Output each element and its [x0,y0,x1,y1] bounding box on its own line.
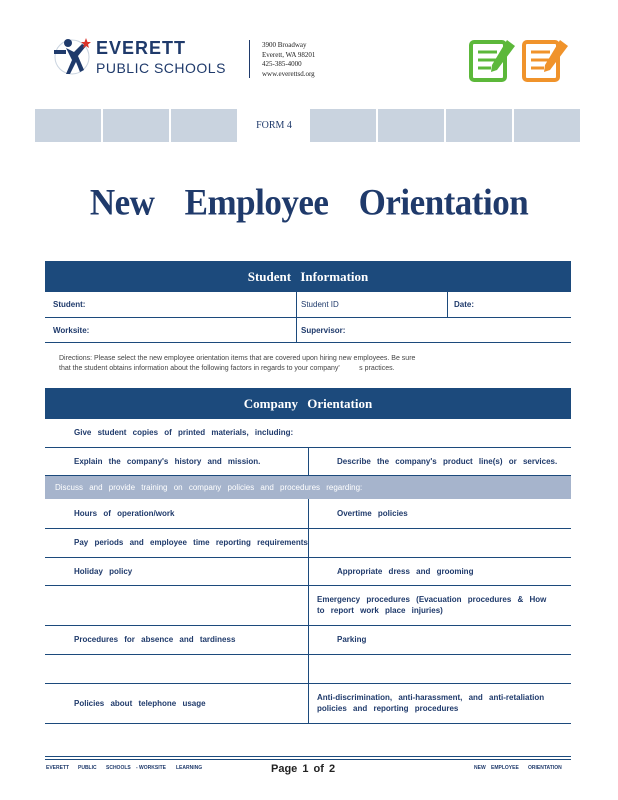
everett-logo-figure [52,36,92,78]
product-line-item[interactable]: Describe the company's product line(s) or services. [309,447,572,475]
address-website: www.everettsd.org [262,69,315,78]
footer-right-word: NEW [474,765,486,771]
footer-left-word: PUBLIC [78,765,97,771]
band-cell [310,109,376,142]
student-id-field[interactable] [297,292,448,317]
footer-left-word: - WORKSITE [136,765,166,771]
empty-item[interactable] [45,654,309,683]
student-info-header [45,261,571,292]
address-phone: 425-385-4000 [262,60,302,68]
footer-right-word: ORIENTATION [528,765,562,771]
empty-item[interactable] [45,585,309,625]
overtime-policies-item[interactable]: Overtime policies [309,499,572,528]
supervisor-field[interactable] [297,317,572,342]
page-title: New Employee Orientation [89,182,529,223]
band-cell [446,109,512,142]
pay-periods-item[interactable]: Pay periods and employee time reporting requirements [45,528,309,557]
footer-right-word: EMPLOYEE [491,765,519,771]
org-name-line2: PUBLIC SCHOOLS [96,60,226,76]
band-cell [171,109,237,142]
dress-grooming-item[interactable]: Appropriate dress and grooming [309,557,572,585]
absence-tardiness-item[interactable]: Procedures for absence and tardiness [45,625,309,654]
printed-materials-item[interactable]: Give student copies of printed materials, including: [45,419,571,447]
parking-item[interactable]: Parking [309,625,572,654]
org-name-line1: EVERETT [96,38,187,58]
student-info-table [45,292,571,343]
address-street: 3900 Broadway [262,41,307,49]
student-label: Student: [53,300,86,310]
footer-rule [45,759,571,760]
student-info-heading: Student Information [247,269,369,284]
worksite-field[interactable] [45,317,297,342]
footer-rule [45,756,571,757]
directions-line1: Directions: Please select the new employee orientation items that are covered upon hiring new employees. Be sure [59,355,416,362]
discuss-policies-row: Discuss and provide training on company policies and procedures regarding: [45,475,571,499]
hours-of-operation-item[interactable]: Hours of operation/work [45,499,309,528]
company-orientation-header [45,388,571,419]
page-number: Page 1 of 2 [271,763,336,775]
supervisor-label: Supervisor: [301,325,346,335]
empty-item[interactable] [309,528,572,557]
band-cell [378,109,444,142]
band-cell [514,109,580,142]
student-id-label: Student ID [301,300,339,310]
footer-left-word: LEARNING [176,765,203,771]
date-label: Date: [454,300,475,310]
directions-text [59,354,439,373]
header-divider [249,40,250,78]
footer-left-word: EVERETT [46,765,70,771]
telephone-usage-item[interactable]: Policies about telephone usage [45,683,309,723]
band-cell [35,109,101,142]
company-orientation-table [45,419,571,724]
empty-item[interactable] [309,654,572,683]
emergency-procedures-item[interactable]: Emergency procedures (Evacuation procedures & How to report work place injuries) [309,585,572,625]
date-field[interactable] [448,292,572,317]
company-orientation-heading: Company Orientation [243,396,373,411]
footer-left-word: SCHOOLS [106,765,131,771]
green-document-pencil-icon [467,36,517,82]
worksite-label: Worksite: [53,325,90,335]
holiday-policy-item[interactable]: Holiday policy [45,557,309,585]
anti-discrimination-item[interactable]: Anti-discrimination, anti-harassment, and anti-retaliation policies and reporting procedures [309,683,572,723]
address-block [262,41,315,79]
history-mission-item[interactable]: Explain the company's history and mission. [45,447,309,475]
directions-line2: that the student obtains information about the following factors in regards to your company' s practices. [59,364,395,372]
form-number: FORM 4 [256,120,292,131]
student-field[interactable] [45,292,297,317]
band-cell [103,109,169,142]
orange-document-pencil-icon [520,36,570,82]
address-city: Everett, WA 98201 [262,50,316,59]
